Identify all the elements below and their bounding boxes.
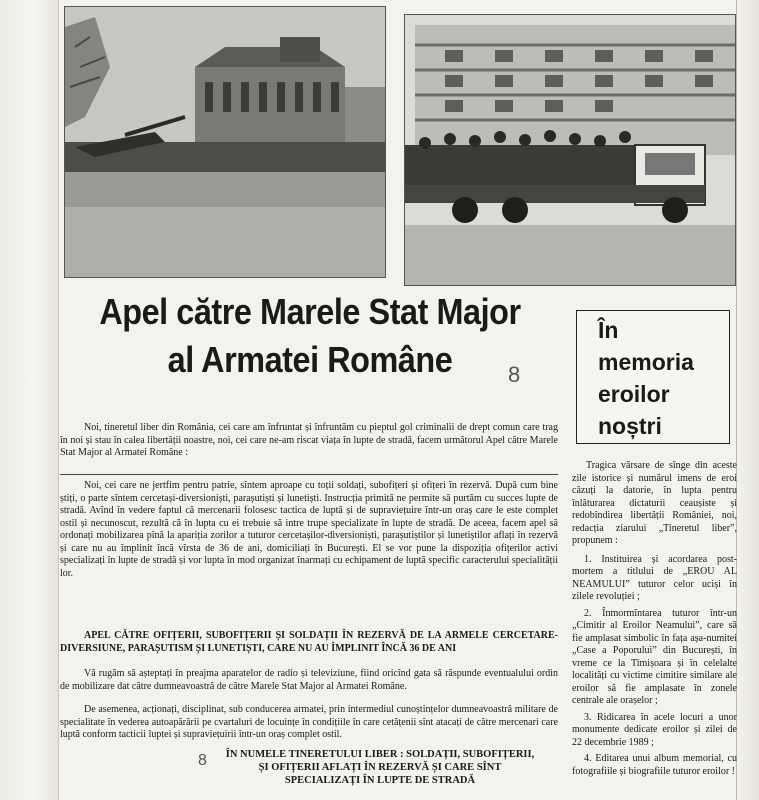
signature-line-2: ȘI OFIȚERII AFLAȚI ÎN REZERVĂ ȘI CARE SÎNT — [258, 762, 502, 773]
signature-line-3: SPECIALIZAȚI ÎN LUPTE DE STRADĂ — [284, 775, 476, 786]
photo-truck-crowd-drawing — [405, 15, 735, 285]
photo-truck-crowd — [404, 14, 736, 286]
appeal-text: APEL CĂTRE OFIȚERII, SUBOFIȚERII ȘI SOLDAȚII ÎN REZERVĂ DE LA ARMELE CERCETARE-DIVERSIUNE, PARAȘUTISM ȘI LUNETIȘTI, CARE NU AU ÎMPLINIT ÎNCĂ 36 DE ANI — [60, 630, 558, 654]
handwritten-mark-bottom: 8 — [198, 752, 207, 769]
paragraph-intro: Noi, tineretul liber din România, cei care am înfruntat și înfruntăm cu pieptul gol criminalii de drept comun care trag în noi și stau în calea libertății noastre, noi, cei care ne-am riscat viața în lupte de stradă, facem următorul Apel către Marele Stat Major al Armatei Române : — [60, 422, 558, 458]
main-paragraph-3 — [60, 668, 558, 693]
paragraph-body: Noi, cei care ne jertfim pentru patrie, sîntem aproape cu toții soldați, subofițeri și ofițeri în rezervă. După cum bine știți, o parte sîntem cercetași-diversioniști, parașutiști și lunetiști. Instrucția primită ne permite să purtăm cu succes lupte de stradă. Avînd în vedere faptul că mercenarii folosesc tactica de luptă și de supraviețuire într-un oraș care le este complet ostil și necunoscut, rezultă că în lupta cu ei trebuie să intre trupe specializate în lupte de stradă. De aceea, facem apel să ordonați mobilizarea pînă la apariția zorilor a tuturor cercetașilor-diversioniști, parașutiștilor și lunetiștilor aflați în rezervă și care nu au împlinit încă vîrsta de 36 de ani, domiciliați în București. El se vor pune la dispoziția ofițerilor activi specializați în lupte de stradă și vor lupta în mod organizat înarmați cu echipament de luptă specific caracterului specialității lor. — [60, 480, 558, 579]
memoria-item-2: 2. Înmormîntarea tuturor într-un „Cimitir al Eroilor Neamului”, care să fie amplasat simbolic în fața așa-numitei „Case a Poporului” din București, în vreme ce la Timișoara și în celelalte localități cu victime cimitire similare ale eroilor să fie amplasate în zonele centrale ale orașelor ; — [572, 607, 737, 706]
headline — [85, 288, 535, 384]
paragraph-radio: Vă rugăm să așteptați în preajma aparatelor de radio și televiziune, fiind oricînd gata să răspunde eventualului ordin de mobilizare dat către dumneavoastră de către Marele Stat Major al Armatei Române. — [60, 668, 558, 692]
main-paragraph-2 — [60, 480, 558, 580]
main-paragraph-4 — [60, 704, 558, 742]
rule-1 — [60, 474, 558, 475]
memoria-title-line-1: În — [598, 317, 619, 343]
memoria-item-4: 4. Editarea unui album memorial, cu fotografiile și biografiile tuturor eroilor ! — [572, 753, 737, 777]
memoria-title-line-3: eroilor — [598, 381, 670, 407]
main-paragraph-1 — [60, 422, 558, 460]
memoria-title — [598, 314, 718, 442]
signature-block — [210, 748, 550, 787]
memoria-item-3: 3. Ridicarea în acele locuri a unor monumente dedicate eroilor și zilei de 22 decembrie 1989 ; — [572, 711, 737, 748]
photo-palace-square — [64, 6, 386, 278]
headline-line-2: al Armatei Române — [167, 339, 453, 380]
signature-line-1: ÎN NUMELE TINERETULUI LIBER : SOLDAȚII, SUBOFIȚERII, — [225, 749, 535, 760]
memoria-title-line-2: memoria — [598, 349, 694, 375]
memoria-article — [572, 460, 737, 782]
memoria-title-line-4: noștri — [598, 413, 662, 439]
handwritten-mark: 8 — [508, 362, 521, 387]
paragraph-self-defense: De asemenea, acționați, disciplinat, sub conducerea armatei, prin intermediul cunoștințelor dumneavoastră militare de specialitate în vederea autoapărării pe cvartaluri de locuințe în condițiile în care cetățenii sînt atacați de către mercenari care luptă conform tacticii luptei și supraviețuirii într-un oraș complet ostil. — [60, 704, 558, 740]
photo-palace-square-drawing — [65, 7, 385, 277]
page-fold-left — [0, 0, 59, 800]
page-fold-right — [736, 0, 759, 800]
headline-line-1: Apel către Marele Stat Major — [99, 291, 521, 332]
memoria-item-1: 1. Instituirea și acordarea post-mortem a titlului de „EROU AL NEAMULUI” tuturor celor uciși în zilele revoluției ; — [572, 553, 737, 602]
memoria-intro: Tragica vărsare de sînge din aceste zile istorice și numărul imens de eroi căzuți la datorie, în lupta pentru înlăturarea dictaturii ceaușiste și redobîndirea libertății României, noi, redacția ziarului „Tineretul liber”, propunem : — [572, 460, 737, 546]
appeal-heading — [60, 630, 558, 655]
